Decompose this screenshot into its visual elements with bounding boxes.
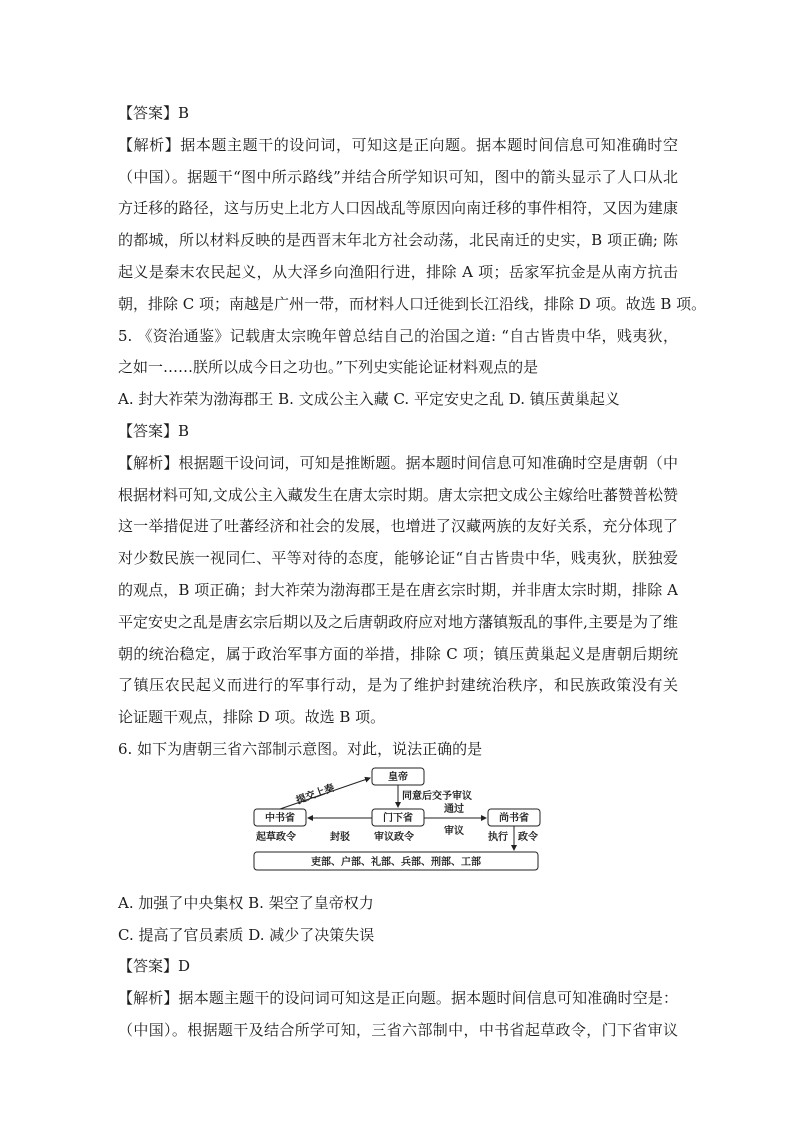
text-block-upper: [118, 98, 707, 766]
text-line: 的观点，B 项正确；封大祚荣为渤海郡王是在唐玄宗时期，并非唐太宗时期，排除 A: [118, 580, 678, 599]
text-line: 【答案】B: [118, 104, 190, 122]
text-line: 【解析】据本题主题干的设问词可知这是正向题。据本题时间信息可知准确时空是：: [118, 989, 678, 1008]
submit-label: 提交上奏: [294, 782, 337, 807]
pass-label-1: 通过: [444, 803, 464, 815]
text-line: 【答案】B: [118, 421, 190, 440]
text-line: A. 加强了中央集权 B. 架空了皇帝权力: [118, 893, 374, 912]
text-line: 平定安史之乱是唐玄宗后期以及之后唐朝政府应对地方藩镇叛乱的事件,主要是为了维: [118, 612, 678, 631]
pass-label-2: 审议: [444, 825, 464, 837]
draft-label: 起草政令: [256, 831, 296, 843]
text-line: 6. 如下为唐朝三省六部制示意图。对此，说法正确的是: [118, 739, 483, 758]
text-line: A. 封大祚荣为渤海郡王 B. 文成公主入藏 C. 平定安史之乱 D. 镇压黄巢起义: [118, 390, 620, 409]
text-line: 之如一……朕所以成今日之功也。”下列史实能论证材料观点的是: [118, 358, 539, 377]
text-line: 方迁移的路径，这与历史上北方人口因战乱等原因向南迁移的事件相符，又因为建康: [118, 199, 678, 218]
text-line: 朝，排除 C 项；南越是广州一带，而材料人口迁徙到长江沿线，排除 D 项。故选 B 项。: [118, 294, 707, 313]
execute-label-2: 政令: [518, 831, 538, 843]
text-line: （中国）。根据题干及结合所学可知，三省六部制中，中书省起草政令，门下省审议: [118, 1020, 678, 1039]
shangshu-label: 尚书省: [499, 812, 529, 824]
text-line: 对少数民族一视同仁、平等对待的态度，能够论证“自古皆贵中华，贱夷狄，朕独爱: [118, 549, 678, 568]
text-block-lower: [118, 888, 678, 1047]
three-departments-diagram: [118, 766, 678, 888]
text-line: 根据材料可知,文成公主入藏发生在唐太宗时期。唐太宗把文成公主嫁给吐蕃赞普松赞: [118, 485, 678, 504]
review-label: 审议政令: [374, 831, 414, 843]
approve-label: 同意后交予审议: [402, 790, 472, 802]
text-line: 【解析】根据题干设问词，可知是推断题。据本题时间信息可知准确时空是唐朝（中: [118, 453, 678, 472]
menxia-label: 门下省: [383, 812, 413, 824]
diagram-svg: [118, 766, 678, 888]
emperor-label: 皇帝: [388, 771, 408, 783]
ministries-label: 吏部、户部、礼部、兵部、刑部、工部: [311, 856, 481, 868]
text-line: 论证题干观点，排除 D 项。故选 B 项。: [118, 708, 386, 727]
text-line: （中国）。据题干“图中所示路线”并结合所学知识可知，图中的箭头显示了人口从北: [118, 167, 678, 186]
text-line: 【解析】据本题主题干的设问词，可知这是正向题。据本题时间信息可知准确时空: [118, 135, 678, 154]
text-line: 【答案】D: [118, 957, 191, 976]
text-line: C. 提高了官员素质 D. 减少了决策失误: [118, 925, 375, 944]
text-line: 了镇压农民起义而进行的军事行动，是为了维护封建统治秩序，和民族政策没有关: [118, 676, 678, 695]
text-line: 这一举措促进了吐蕃经济和社会的发展，也增进了汉藏两族的友好关系，充分体现了: [118, 517, 678, 536]
zhongshu-label: 中书省: [265, 812, 295, 824]
text-line: 的都城，所以材料反映的是西晋末年北方社会动荡，北民南迁的史实，B 项正确; 陈: [118, 231, 678, 250]
text-line: 5. 《资治通鉴》记载唐太宗晚年曾总结自己的治国之道: “自古皆贵中华，贱夷狄，: [118, 326, 678, 345]
execute-label: 执行: [488, 831, 508, 843]
reject-label: 封驳: [330, 831, 350, 843]
document-page: [118, 98, 707, 1047]
text-line: 朝的统治稳定，属于政治军事方面的举措，排除 C 项；镇压黄巢起义是唐朝后期统: [118, 644, 678, 663]
text-line: 起义是秦末农民起义，从大泽乡向渔阳行进，排除 A 项；岳家军抗金是从南方抗击: [118, 262, 678, 281]
